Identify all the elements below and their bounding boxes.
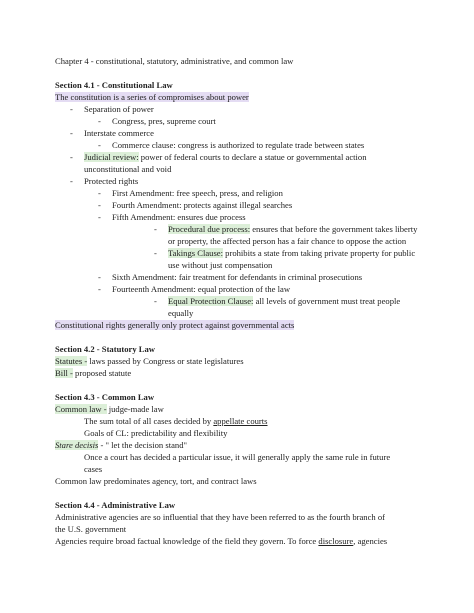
separation-sub: Congress, pres, supreme court — [112, 116, 216, 126]
procedural-due-process: Procedural due process: ensures that before the government takes liberty — [168, 224, 418, 234]
interstate-commerce: Interstate commerce — [84, 128, 154, 138]
sixth-amendment: Sixth Amendment: fair treatment for defendants in criminal prosecutions — [112, 272, 363, 282]
goals-of-cl: Goals of CL: predictability and flexibility — [84, 428, 228, 438]
bullet-dash: - — [98, 116, 101, 126]
commerce-clause: Commerce clause: congress is authorized to regulate trade between states — [112, 140, 365, 150]
sum-total: The sum total of all cases decided by appellate courts — [84, 416, 268, 426]
admin-agencies-p2: Agencies require broad factual knowledge of the field they govern. To force disclosure, agencies — [55, 536, 388, 546]
bullet-dash: - — [70, 176, 73, 186]
section-4-1-closing: Constitutional rights generally only protect against governmental acts — [55, 320, 295, 330]
section-4-3-heading: Section 4.3 - Common Law — [55, 392, 155, 402]
bullet-dash: - — [70, 128, 73, 138]
bullet-dash: - — [154, 296, 157, 306]
first-amendment: First Amendment: free speech, press, and religion — [112, 188, 283, 198]
bullet-dash: - — [98, 140, 101, 150]
section-4-1-intro: The constitution is a series of compromises about power — [55, 92, 249, 102]
fourteenth-amendment: Fourteenth Amendment: equal protection of the law — [112, 284, 291, 294]
fifth-amendment: Fifth Amendment: ensures due process — [112, 212, 246, 222]
admin-agencies-p1: Administrative agencies are so influential that they have been referred to as the fourth branch of — [55, 512, 386, 522]
section-4-4-heading: Section 4.4 - Administrative Law — [55, 500, 176, 510]
fourth-amendment: Fourth Amendment: protects against illegal searches — [112, 200, 293, 210]
bullet-dash: - — [98, 272, 101, 282]
protected-rights: Protected rights — [84, 176, 139, 186]
takings-clause: Takings Clause: prohibits a state from taking private property for public — [168, 248, 416, 258]
once-decided: Once a court has decided a particular issue, it will generally apply the same rule in future — [84, 452, 391, 462]
common-law-def: Common law - judge-made law — [55, 404, 164, 414]
judicial-review: Judicial review: power of federal courts to declare a statue or governmental action — [84, 152, 367, 162]
bullet-dash: - — [98, 212, 101, 222]
bullet-dash: - — [98, 200, 101, 210]
equal-protection-cont: equally — [168, 308, 194, 318]
statutes-def: Statutes - laws passed by Congress or state legislatures — [55, 356, 244, 366]
once-decided-cont: cases — [84, 464, 103, 474]
takings-clause-cont: use without just compensation — [168, 260, 273, 270]
stare-decisis: Stare decisis - " let the decision stand" — [55, 440, 187, 450]
document-title: Chapter 4 - constitutional, statutory, administrative, and common law — [55, 56, 294, 66]
bullet-dash: - — [154, 224, 157, 234]
admin-agencies-p1-cont: the U.S. government — [55, 524, 127, 534]
separation-of-power: Separation of power — [84, 104, 154, 114]
bullet-dash: - — [98, 188, 101, 198]
section-4-1-heading: Section 4.1 - Constitutional Law — [55, 80, 173, 90]
section-4-2-heading: Section 4.2 - Statutory Law — [55, 344, 156, 354]
procedural-due-process-cont: or property, the affected person has a fair chance to oppose the action — [168, 236, 407, 246]
bullet-dash: - — [98, 284, 101, 294]
bullet-dash: - — [70, 152, 73, 162]
equal-protection-clause: Equal Protection Clause: all levels of government must treat people — [168, 296, 401, 306]
bullet-dash: - — [70, 104, 73, 114]
bullet-dash: - — [154, 248, 157, 258]
judicial-review-cont: unconstitutional and void — [84, 164, 172, 174]
cl-predominates: Common law predominates agency, tort, and contract laws — [55, 476, 257, 486]
bill-def: Bill - proposed statute — [55, 368, 132, 378]
